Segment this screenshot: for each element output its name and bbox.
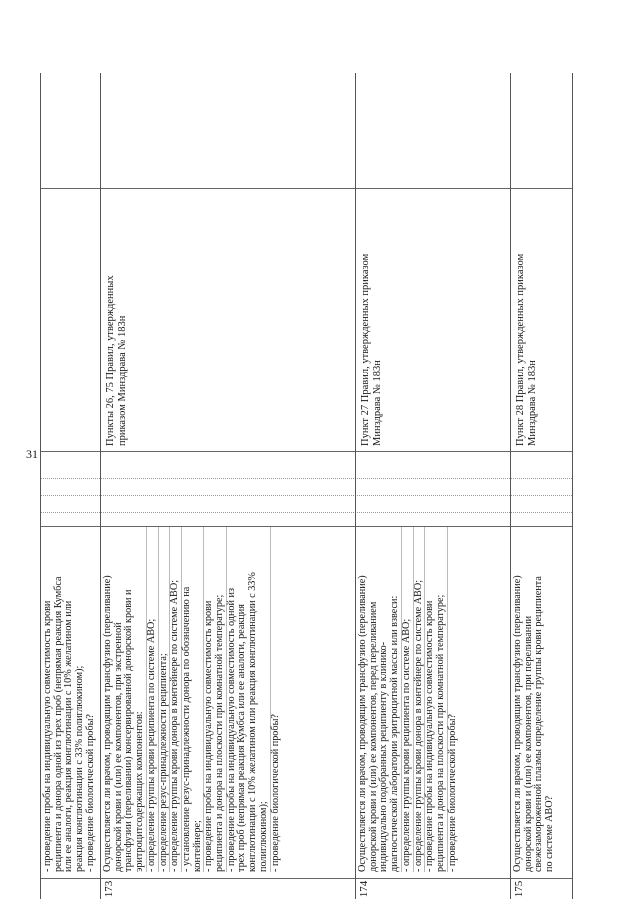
text-line: реакция конглютинации с 33% полиглюкином); <box>74 665 86 872</box>
column-divider <box>41 451 572 452</box>
row-number: 173 <box>103 880 115 898</box>
row-number: 174 <box>358 880 370 898</box>
text-line: индивидуально подобранных реципиенту в клинико- <box>378 641 390 872</box>
text-line: - определение группы крови донора в контейнере по системе АВО; <box>414 527 426 872</box>
legal-reference <box>360 196 383 446</box>
text-line: полиглюкином); <box>259 527 271 872</box>
text-line: - определение группы крови реципиента по системе АВО; <box>402 527 414 872</box>
text-line: свежезамороженной плазмы определение группы крови реципиента <box>533 576 545 872</box>
text-line: Осуществляется ли врачом, проводящим трансфузию (переливание) <box>512 575 523 872</box>
column-divider <box>41 188 572 189</box>
text-line: донорской крови и (или) ее компонентов, при переливании <box>522 615 534 872</box>
text-line: реципиента и донора на плоскости при комнатной температуре; <box>436 527 448 872</box>
text-line: Осуществляется ли врачом, проводящим трансфузию (переливание) <box>357 575 368 872</box>
requirement-text <box>358 527 458 872</box>
text-line: донорской крови и (или) ее компонентов, перед переливанием <box>367 601 379 872</box>
requirement-text <box>103 527 281 872</box>
column-divider <box>41 478 572 479</box>
requirements-table <box>40 73 573 899</box>
text-line: контейнере; <box>193 527 205 872</box>
text-line: - определение резус-принадлежности реципиента; <box>159 527 171 872</box>
text-line: - проведение пробы на индивидуальную совместимость крови <box>203 600 215 872</box>
requirement-text <box>43 527 97 872</box>
text-line: - определение группы крови реципиента по системе АВО; <box>147 527 159 872</box>
page-number: 31 <box>26 447 38 461</box>
column-divider <box>41 495 572 496</box>
text-line: - проведение пробы на индивидуальную совместимость крови <box>42 600 53 872</box>
text-line: Минздрава № 183н <box>526 360 538 446</box>
text-line: - проведение биологической пробы? <box>84 714 96 872</box>
text-line: диагностической лаборатории эритроцитной массы или взвеси: <box>390 527 402 872</box>
text-line: - установление резус-принадлежности донора по обозначению на <box>180 586 192 872</box>
row-divider <box>100 73 101 899</box>
text-line: - проведение пробы на индивидуальную совместимость крови <box>424 600 436 872</box>
text-line: Осуществляется ли врачом, проводящим трансфузию (переливание) <box>102 575 113 872</box>
row-divider <box>355 73 356 899</box>
text-line: - определение группы крови донора в контейнере по системе АВО; <box>170 527 182 872</box>
text-line: Пункты 26, 75 Правил, утвержденных <box>105 275 116 446</box>
text-line: Пункт 27 Правил, утвержденных приказом <box>360 253 371 446</box>
row-number: 175 <box>513 880 525 898</box>
text-line: Пункт 28 Правил, утвержденных приказом <box>515 253 526 446</box>
text-line: трансфузии (переливании) консервированной донорской крови и <box>123 589 135 872</box>
text-line: по системе АВО? <box>544 795 556 872</box>
column-divider <box>41 878 572 879</box>
legal-reference <box>105 196 128 446</box>
text-line: Минздрава № 183н <box>371 360 383 446</box>
requirement-text <box>513 527 556 872</box>
legal-reference <box>515 196 538 446</box>
text-line: - проведение биологической пробы? <box>269 714 281 872</box>
text-line: приказом Минздрава № 183н <box>116 315 128 446</box>
text-line: донорской крови и (или) ее компонентов, при экстренной <box>112 622 124 872</box>
text-line: - проведение биологической пробы? <box>446 714 458 872</box>
text-line: трех проб (непрямая реакция Кумбса или ее аналоги, реакция <box>236 604 248 872</box>
column-divider <box>41 512 572 513</box>
text-line: эритроцитсодержащих компонентов: <box>135 527 147 872</box>
text-line: реципиента и донора на плоскости при комнатной температуре; <box>215 527 227 872</box>
text-line: - проведение пробы на индивидуальную совместимость одной из <box>225 588 237 872</box>
text-line: конглютинации с 10% желатином или реакция конглютинации с 33% <box>247 572 259 872</box>
text-line: реципиента и донора одной из трех проб (непрямая реакция Кумбса <box>52 576 64 872</box>
text-line: или ее аналоги, реакция конглютинации с 10% желатином или <box>63 600 75 872</box>
row-divider <box>510 73 511 899</box>
